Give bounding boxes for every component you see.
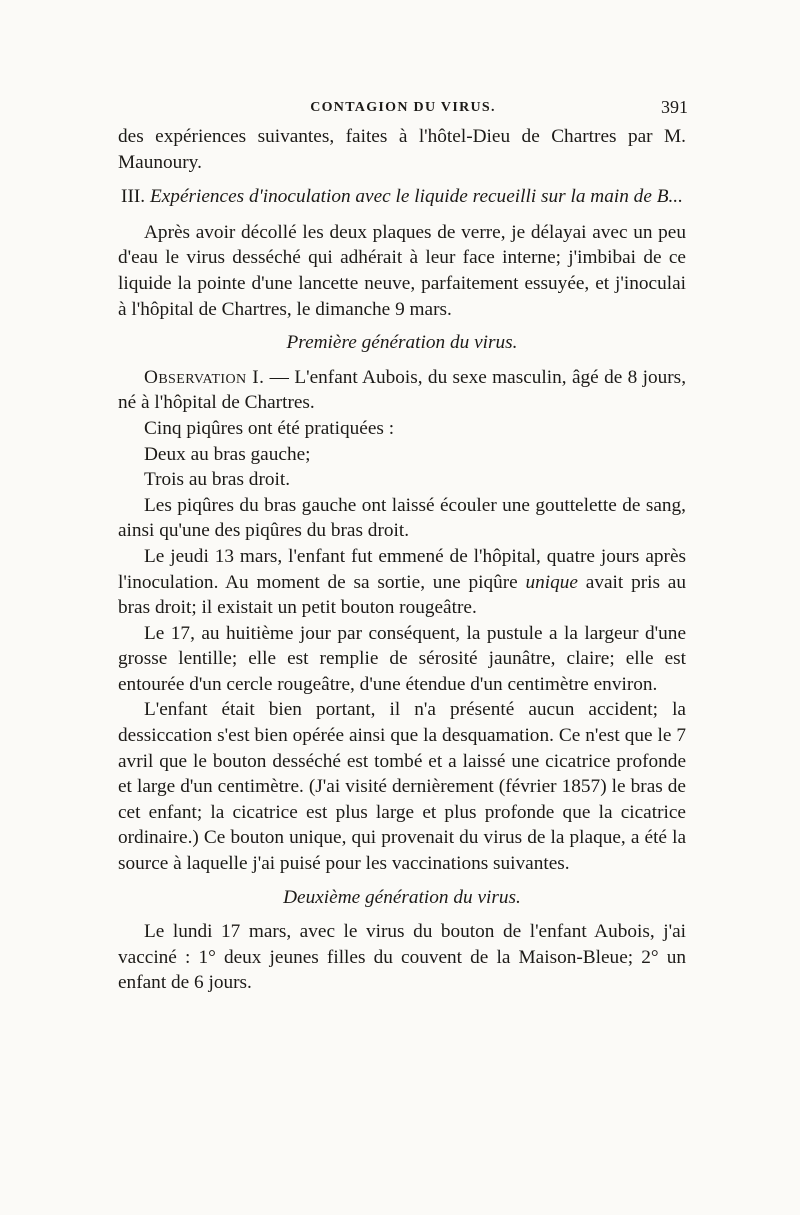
line-trois-bras-droit: Trois au bras droit. xyxy=(144,469,291,491)
running-head xyxy=(118,97,688,120)
section-title: Expériences d'inoculation avec le liquide recueilli sur la main de B... xyxy=(149,186,683,208)
line-deux-bras-gauche: Deux au bras gauche; xyxy=(144,443,311,465)
observation-text: — L'enfant Aubois, du sexe masculin, âgé de 8 jours, né à l'hôpital de Chartres. xyxy=(118,366,687,414)
paragraph-lundi: Le lundi 17 mars, avec le virus du bouton de l'enfant Aubois, j'ai vacciné : 1° deux jeunes filles du couvent de la Maison-Bleue; 2° un enfant de 6 jours. xyxy=(118,921,686,994)
observation-label: Observation I. xyxy=(144,366,265,388)
intro-paragraph: des expériences suivantes, faites à l'hôtel-Dieu de Chartres par M. Maunoury. xyxy=(118,126,686,173)
observation-paragraph xyxy=(118,365,686,416)
paragraph-dix-sept: Le 17, au huitième jour par conséquent, la pustule a la largeur d'une grosse lentille; elle est remplie de sérosité jaunâtre, claire; elle est entourée d'un cercle rougeâtre, d'une étendue d'un centimètre environ. xyxy=(118,622,686,695)
jeudi-text-end: avait pris au bras droit; il existait un petit bouton rougeâtre. xyxy=(118,571,686,619)
paragraph-plaques: Après avoir décollé les deux plaques de verre, je délayai avec un peu d'eau le virus desséché qui adhérait à leur face interne; j'imbibai de ce liquide la pointe d'une lancette neuve, parfaitement essuyée, et j'inoculai à l'hôpital de Chartres, le dimanche 9 mars. xyxy=(118,221,686,320)
paragraph-piqures: Les piqûres du bras gauche ont laissé écouler une gouttelette de sang, ainsi qu'une des piqûres du bras droit. xyxy=(118,494,686,542)
section-number: III. xyxy=(121,186,146,208)
paragraph-jeudi xyxy=(118,544,686,621)
text-block xyxy=(118,124,686,996)
line-cinq-piqures: Cinq piqûres ont été pratiquées : xyxy=(144,417,395,439)
running-title: CONTAGION DU VIRUS. xyxy=(310,100,496,115)
page-number: 391 xyxy=(661,97,688,117)
subheading-second-generation: Deuxième génération du virus. xyxy=(283,886,521,908)
jeudi-emphasis: unique xyxy=(525,571,578,593)
jeudi-text-start: Le jeudi 13 mars, l'enfant fut emmené de l'hôpital, quatre jours après l'inoculation. Au moment de sa sortie, une piqûre xyxy=(118,545,686,593)
paragraph-enfant: L'enfant était bien portant, il n'a présenté aucun accident; la dessiccation s'est bien opérée ainsi que la desquamation. Ce n'est que le 7 avril que le bouton desséché est tombé et a laissé une cicatrice profonde et large d'un centimètre. (J'ai visité dernièrement (février 1857) le bras de cet enfant; la cicatrice est plus large et plus profonde que la cicatrice ordinaire.) Ce bouton unique, qui provenait du virus de la plaque, a été la source à laquelle j'ai puisé pour les vaccinations suivantes. xyxy=(118,699,686,875)
section-heading xyxy=(118,184,686,210)
subheading-first-generation: Première génération du virus. xyxy=(286,332,518,354)
